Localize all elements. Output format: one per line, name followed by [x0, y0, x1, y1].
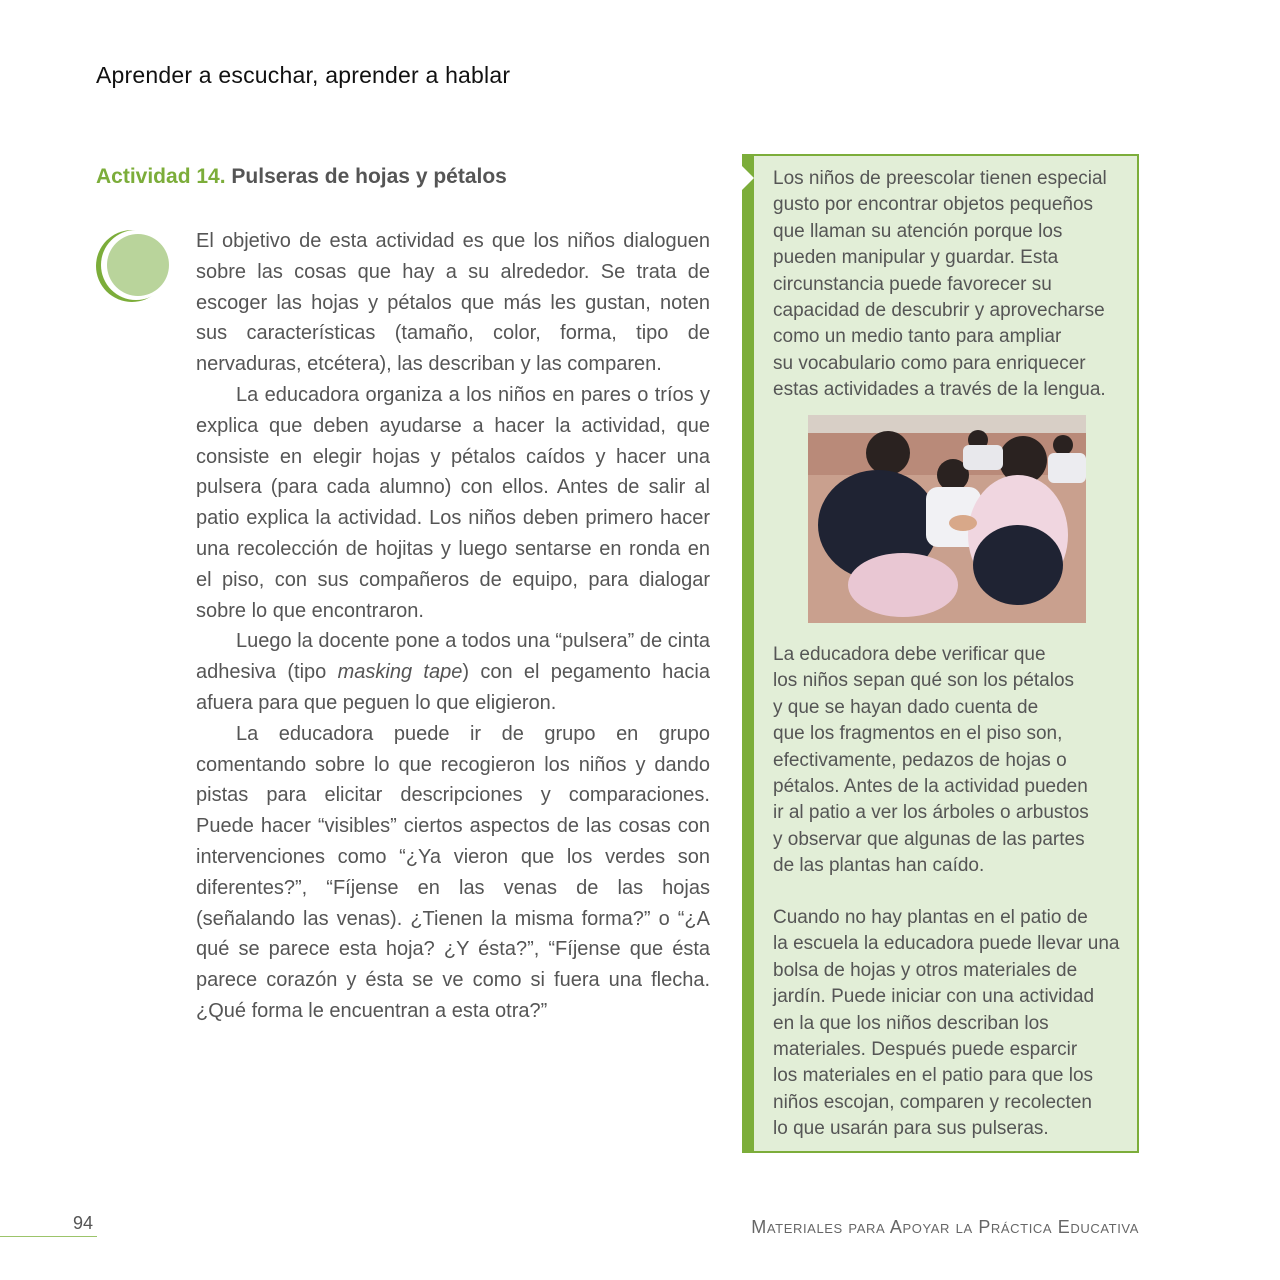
sidebar-paragraph-2 — [773, 642, 1125, 880]
sidebar-line: La educadora debe verificar que — [773, 644, 1046, 665]
children-photo — [808, 415, 1086, 623]
activity-title — [96, 165, 507, 189]
sidebar-line: materiales. Después puede esparcir — [773, 1039, 1078, 1061]
sidebar-line: niños escojan, comparen y recolecten — [773, 1091, 1092, 1113]
sidebar-notch — [742, 166, 754, 190]
sidebar-line: los materiales en el patio para que los — [773, 1065, 1094, 1087]
running-header: Aprender a escuchar, aprender a hablar — [96, 62, 511, 88]
sidebar-line: en la que los niños describan los — [773, 1012, 1049, 1034]
sidebar-line: pétalos. Antes de la actividad pueden — [773, 776, 1088, 798]
sidebar-line: circunstancia puede favorecer su — [773, 273, 1052, 295]
sidebar-line: como un medio tanto para ampliar — [773, 326, 1062, 348]
body-paragraph-1: El objetivo de esta actividad es que los niños dialoguen sobre las cosas que hay a su alrededor. Se trata de escoger las hojas y pétalos que más les gustan, noten sus características (tamaño, color, forma, tipo de nervaduras, etcétera), las describan y las comparen. — [196, 230, 710, 376]
sidebar-paragraph-1 — [773, 166, 1125, 404]
sidebar-line: y observar que algunas de las partes — [773, 828, 1085, 850]
activity-number: Actividad 14. — [96, 165, 226, 188]
sidebar-line: que los fragmentos en el piso son, — [773, 723, 1063, 745]
footer-book-title: Materiales para Apoyar la Práctica Educativa — [751, 1217, 1139, 1237]
sidebar-line: Cuando no hay plantas en el patio de — [773, 907, 1088, 928]
body-paragraph-4: La educadora puede ir de grupo en grupo comentando sobre lo que recogieron los niños y dando pistas para elicitar descripciones y comparaciones. Puede hacer “visibles” ciertos aspectos de las cosas con intervenciones como “¿Ya vieron que los verdes son diferentes?”, “Fíjense en las venas de las hojas (señalando las venas). ¿Tienen la misma forma?” o “¿A qué se parece esta hoja? ¿Y ésta?”, “Fíjense que ésta parece corazón y ésta se ve como si fuera una flecha. ¿Qué forma le encuentran a esta otra?” — [196, 722, 710, 1022]
body-paragraph-3-part-a: Luego la docente pone a todos una “pulsera” de cinta adhesiva (tipo — [196, 630, 710, 684]
sidebar-line: y que se hayan dado cuenta de — [773, 696, 1039, 718]
sidebar-line: ir al patio a ver los árboles o arbustos — [773, 802, 1089, 824]
footer-rule — [0, 1236, 97, 1237]
sidebar-line: capacidad de descubrir y aprovecharse — [773, 300, 1105, 322]
sidebar-line: lo que usarán para sus pulseras. — [773, 1118, 1049, 1140]
sidebar-line: pueden manipular y guardar. Esta — [773, 247, 1059, 269]
body-paragraph-3 — [196, 626, 710, 718]
body-paragraph-3-emphasis: masking tape — [337, 661, 463, 684]
body-paragraph-3-part-b: ) con el pegamento hacia afuera para que peguen lo que eligieron. — [196, 661, 710, 714]
sidebar-line: su vocabulario como para enriquecer — [773, 352, 1086, 374]
activity-body — [196, 226, 710, 1027]
sidebar-line: efectivamente, pedazos de hojas o — [773, 749, 1067, 771]
body-paragraph-2: La educadora organiza a los niños en pares o tríos y explica que deben ayudarse a hacer la actividad, que consiste en elegir hojas y pétalos caídos y hacer una pulsera (para cada alumno) con ellos. Antes de salir al patio explica la actividad. Los niños deben primero hacer una recolección de hojitas y luego sentarse en ronda en el piso, con sus compañeros de equipo, para dialogar sobre lo que encontraron. — [196, 383, 710, 622]
sidebar-line: la escuela la educadora puede llevar una — [773, 933, 1120, 955]
page-number: 94 — [73, 1213, 94, 1233]
sidebar-line: de las plantas han caído. — [773, 855, 985, 877]
activity-name: Pulseras de hojas y pétalos — [231, 165, 507, 188]
sidebar-line: Los niños de preescolar tienen especial — [773, 168, 1107, 189]
sidebar-paragraph-3 — [773, 905, 1125, 1143]
sidebar-line: estas actividades a través de la lengua. — [773, 379, 1106, 401]
activity-circle-icon — [96, 229, 176, 303]
sidebar-line: jardín. Puede iniciar con una actividad — [773, 986, 1095, 1008]
sidebar-line: que llaman su atención porque los — [773, 220, 1063, 242]
sidebar-line: gusto por encontrar objetos pequeños — [773, 194, 1094, 216]
sidebar-line: bolsa de hojas y otros materiales de — [773, 959, 1078, 981]
sidebar-line: los niños sepan qué son los pétalos — [773, 670, 1075, 692]
